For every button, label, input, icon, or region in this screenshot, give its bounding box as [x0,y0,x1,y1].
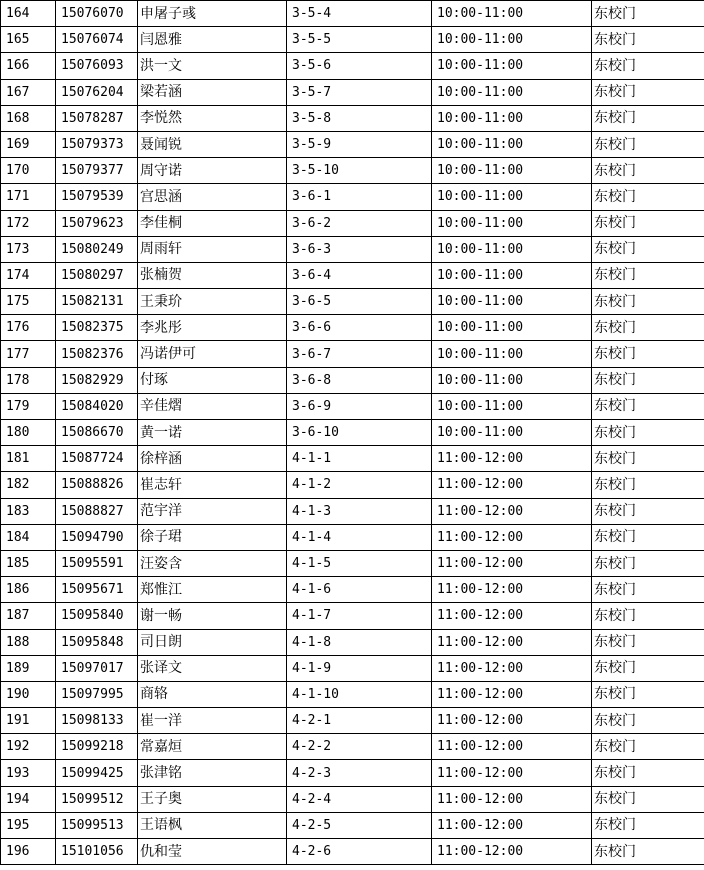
time-slot-cell: 10:00-11:00 [432,131,592,157]
time-slot-cell: 10:00-11:00 [432,53,592,79]
seq-number-cell: 182 [1,472,56,498]
student-id-cell: 15095671 [56,577,138,603]
student-id-cell: 15099425 [56,760,138,786]
location-cell: 东校门 [592,105,704,131]
room-number-cell: 4-1-5 [287,550,432,576]
student-name-cell: 梁若涵 [138,79,287,105]
time-slot-cell: 10:00-11:00 [432,236,592,262]
time-slot-cell: 11:00-12:00 [432,472,592,498]
time-slot-cell: 10:00-11:00 [432,262,592,288]
time-slot-cell: 11:00-12:00 [432,524,592,550]
table-row [1,158,704,184]
location-cell: 东校门 [592,79,704,105]
student-id-cell: 15099513 [56,812,138,838]
seq-number-cell: 183 [1,498,56,524]
location-cell: 东校门 [592,603,704,629]
student-name-cell: 崔一洋 [138,708,287,734]
time-slot-cell: 10:00-11:00 [432,1,592,27]
student-name-cell: 闫恩雅 [138,27,287,53]
location-cell: 东校门 [592,498,704,524]
student-name-cell: 王秉玠 [138,289,287,315]
location-cell: 东校门 [592,158,704,184]
location-cell: 东校门 [592,472,704,498]
student-name-cell: 辛佳熠 [138,393,287,419]
time-slot-cell: 11:00-12:00 [432,603,592,629]
seq-number-cell: 164 [1,1,56,27]
student-id-cell: 15095840 [56,603,138,629]
time-slot-cell: 10:00-11:00 [432,184,592,210]
seq-number-cell: 185 [1,550,56,576]
location-cell: 东校门 [592,289,704,315]
room-number-cell: 3-6-1 [287,184,432,210]
student-name-cell: 李佳桐 [138,210,287,236]
seq-number-cell: 190 [1,681,56,707]
student-id-cell: 15079377 [56,158,138,184]
room-number-cell: 4-1-7 [287,603,432,629]
seq-number-cell: 181 [1,446,56,472]
student-name-cell: 宫思涵 [138,184,287,210]
time-slot-cell: 10:00-11:00 [432,79,592,105]
student-id-cell: 15098133 [56,708,138,734]
student-id-cell: 15076070 [56,1,138,27]
student-name-cell: 付琢 [138,367,287,393]
seq-number-cell: 188 [1,629,56,655]
room-number-cell: 3-6-6 [287,315,432,341]
seq-number-cell: 175 [1,289,56,315]
table-row [1,734,704,760]
seq-number-cell: 174 [1,262,56,288]
student-name-cell: 汪姿含 [138,550,287,576]
student-id-cell: 15079539 [56,184,138,210]
location-cell: 东校门 [592,577,704,603]
student-id-cell: 15079373 [56,131,138,157]
time-slot-cell: 10:00-11:00 [432,158,592,184]
student-id-cell: 15099218 [56,734,138,760]
table-row [1,367,704,393]
student-name-cell: 周守诺 [138,158,287,184]
time-slot-cell: 11:00-12:00 [432,734,592,760]
seq-number-cell: 171 [1,184,56,210]
student-id-cell: 15088826 [56,472,138,498]
student-id-cell: 15099512 [56,786,138,812]
location-cell: 东校门 [592,341,704,367]
table-row [1,210,704,236]
location-cell: 东校门 [592,367,704,393]
student-name-cell: 李兆彤 [138,315,287,341]
location-cell: 东校门 [592,839,704,865]
location-cell: 东校门 [592,708,704,734]
time-slot-cell: 10:00-11:00 [432,105,592,131]
room-number-cell: 3-5-8 [287,105,432,131]
time-slot-cell: 10:00-11:00 [432,420,592,446]
room-number-cell: 3-5-7 [287,79,432,105]
student-id-cell: 15076093 [56,53,138,79]
room-number-cell: 3-6-10 [287,420,432,446]
student-id-cell: 15097017 [56,655,138,681]
table-row [1,760,704,786]
seq-number-cell: 178 [1,367,56,393]
table-row [1,786,704,812]
table-row [1,105,704,131]
location-cell: 东校门 [592,760,704,786]
location-cell: 东校门 [592,315,704,341]
student-id-cell: 15079623 [56,210,138,236]
location-cell: 东校门 [592,550,704,576]
time-slot-cell: 11:00-12:00 [432,760,592,786]
room-number-cell: 3-6-7 [287,341,432,367]
location-cell: 东校门 [592,655,704,681]
student-id-cell: 15082376 [56,341,138,367]
room-number-cell: 4-1-10 [287,681,432,707]
location-cell: 东校门 [592,236,704,262]
student-name-cell: 仇和莹 [138,839,287,865]
table-row [1,79,704,105]
table-row [1,420,704,446]
table-row [1,446,704,472]
location-cell: 东校门 [592,184,704,210]
location-cell: 东校门 [592,1,704,27]
student-id-cell: 15080297 [56,262,138,288]
student-name-cell: 郑惟江 [138,577,287,603]
table-row [1,131,704,157]
table-body [1,1,704,865]
location-cell: 东校门 [592,446,704,472]
student-name-cell: 洪一文 [138,53,287,79]
student-name-cell: 张楠贺 [138,262,287,288]
table-row [1,812,704,838]
time-slot-cell: 11:00-12:00 [432,629,592,655]
room-number-cell: 3-6-2 [287,210,432,236]
student-name-cell: 商辂 [138,681,287,707]
table-row [1,262,704,288]
time-slot-cell: 10:00-11:00 [432,27,592,53]
student-name-cell: 李悦然 [138,105,287,131]
student-name-cell: 聂闻锐 [138,131,287,157]
table-row [1,341,704,367]
room-number-cell: 4-2-1 [287,708,432,734]
time-slot-cell: 11:00-12:00 [432,655,592,681]
student-id-cell: 15095591 [56,550,138,576]
student-name-cell: 司日朗 [138,629,287,655]
time-slot-cell: 10:00-11:00 [432,341,592,367]
time-slot-cell: 11:00-12:00 [432,577,592,603]
table-row [1,708,704,734]
location-cell: 东校门 [592,629,704,655]
seq-number-cell: 184 [1,524,56,550]
student-id-cell: 15076074 [56,27,138,53]
seq-number-cell: 170 [1,158,56,184]
table-row [1,550,704,576]
time-slot-cell: 10:00-11:00 [432,289,592,315]
table-row [1,393,704,419]
table-row [1,1,704,27]
student-name-cell: 王子奥 [138,786,287,812]
room-number-cell: 3-5-5 [287,27,432,53]
student-id-cell: 15088827 [56,498,138,524]
room-number-cell: 4-2-4 [287,786,432,812]
time-slot-cell: 11:00-12:00 [432,839,592,865]
time-slot-cell: 10:00-11:00 [432,393,592,419]
student-name-cell: 谢一畅 [138,603,287,629]
student-name-cell: 周雨轩 [138,236,287,262]
student-id-cell: 15101056 [56,839,138,865]
location-cell: 东校门 [592,812,704,838]
student-id-cell: 15082929 [56,367,138,393]
student-name-cell: 徐子珺 [138,524,287,550]
seq-number-cell: 189 [1,655,56,681]
room-number-cell: 3-5-10 [287,158,432,184]
time-slot-cell: 10:00-11:00 [432,367,592,393]
location-cell: 东校门 [592,524,704,550]
student-name-cell: 常嘉烜 [138,734,287,760]
student-id-cell: 15076204 [56,79,138,105]
seq-number-cell: 195 [1,812,56,838]
time-slot-cell: 11:00-12:00 [432,446,592,472]
room-number-cell: 4-2-3 [287,760,432,786]
seq-number-cell: 194 [1,786,56,812]
table-row [1,184,704,210]
student-id-cell: 15078287 [56,105,138,131]
room-number-cell: 3-6-4 [287,262,432,288]
seq-number-cell: 186 [1,577,56,603]
room-number-cell: 4-2-2 [287,734,432,760]
table-row [1,27,704,53]
table-row [1,498,704,524]
table-row [1,629,704,655]
seq-number-cell: 173 [1,236,56,262]
room-number-cell: 4-2-5 [287,812,432,838]
time-slot-cell: 10:00-11:00 [432,210,592,236]
seq-number-cell: 172 [1,210,56,236]
location-cell: 东校门 [592,393,704,419]
location-cell: 东校门 [592,131,704,157]
seq-number-cell: 193 [1,760,56,786]
student-id-cell: 15086670 [56,420,138,446]
location-cell: 东校门 [592,210,704,236]
seq-number-cell: 180 [1,420,56,446]
room-number-cell: 3-6-5 [287,289,432,315]
room-number-cell: 4-2-6 [287,839,432,865]
location-cell: 东校门 [592,786,704,812]
student-id-cell: 15097995 [56,681,138,707]
seq-number-cell: 165 [1,27,56,53]
time-slot-cell: 11:00-12:00 [432,812,592,838]
room-number-cell: 4-1-4 [287,524,432,550]
room-number-cell: 3-6-8 [287,367,432,393]
table-row [1,472,704,498]
student-name-cell: 崔志轩 [138,472,287,498]
table-row [1,315,704,341]
student-id-cell: 15084020 [56,393,138,419]
student-name-cell: 张津铭 [138,760,287,786]
location-cell: 东校门 [592,734,704,760]
location-cell: 东校门 [592,27,704,53]
time-slot-cell: 11:00-12:00 [432,708,592,734]
table-row [1,289,704,315]
room-number-cell: 4-1-2 [287,472,432,498]
room-number-cell: 4-1-9 [287,655,432,681]
location-cell: 东校门 [592,681,704,707]
seq-number-cell: 167 [1,79,56,105]
seq-number-cell: 179 [1,393,56,419]
seq-number-cell: 187 [1,603,56,629]
student-name-cell: 申屠子彧 [138,1,287,27]
table-row [1,839,704,865]
student-name-cell: 徐梓涵 [138,446,287,472]
time-slot-cell: 11:00-12:00 [432,786,592,812]
room-number-cell: 4-1-8 [287,629,432,655]
room-number-cell: 3-6-9 [287,393,432,419]
seq-number-cell: 176 [1,315,56,341]
table-row [1,681,704,707]
student-id-cell: 15082131 [56,289,138,315]
student-name-cell: 冯诺伊可 [138,341,287,367]
seq-number-cell: 168 [1,105,56,131]
room-number-cell: 4-1-3 [287,498,432,524]
table-row [1,603,704,629]
student-name-cell: 张译文 [138,655,287,681]
student-id-cell: 15095848 [56,629,138,655]
student-name-cell: 黄一诺 [138,420,287,446]
seq-number-cell: 192 [1,734,56,760]
table-row [1,577,704,603]
student-name-cell: 王语枫 [138,812,287,838]
seq-number-cell: 169 [1,131,56,157]
seq-number-cell: 196 [1,839,56,865]
student-id-cell: 15080249 [56,236,138,262]
table-row [1,655,704,681]
table-row [1,236,704,262]
time-slot-cell: 11:00-12:00 [432,498,592,524]
table-row [1,524,704,550]
seq-number-cell: 177 [1,341,56,367]
student-id-cell: 15087724 [56,446,138,472]
student-id-cell: 15082375 [56,315,138,341]
room-number-cell: 3-5-4 [287,1,432,27]
room-number-cell: 3-5-9 [287,131,432,157]
room-number-cell: 4-1-1 [287,446,432,472]
student-id-cell: 15094790 [56,524,138,550]
seq-number-cell: 191 [1,708,56,734]
table-row [1,53,704,79]
room-number-cell: 3-5-6 [287,53,432,79]
time-slot-cell: 10:00-11:00 [432,315,592,341]
location-cell: 东校门 [592,262,704,288]
seq-number-cell: 166 [1,53,56,79]
location-cell: 东校门 [592,420,704,446]
student-name-cell: 范宇洋 [138,498,287,524]
room-number-cell: 3-6-3 [287,236,432,262]
room-number-cell: 4-1-6 [287,577,432,603]
location-cell: 东校门 [592,53,704,79]
time-slot-cell: 11:00-12:00 [432,550,592,576]
time-slot-cell: 11:00-12:00 [432,681,592,707]
